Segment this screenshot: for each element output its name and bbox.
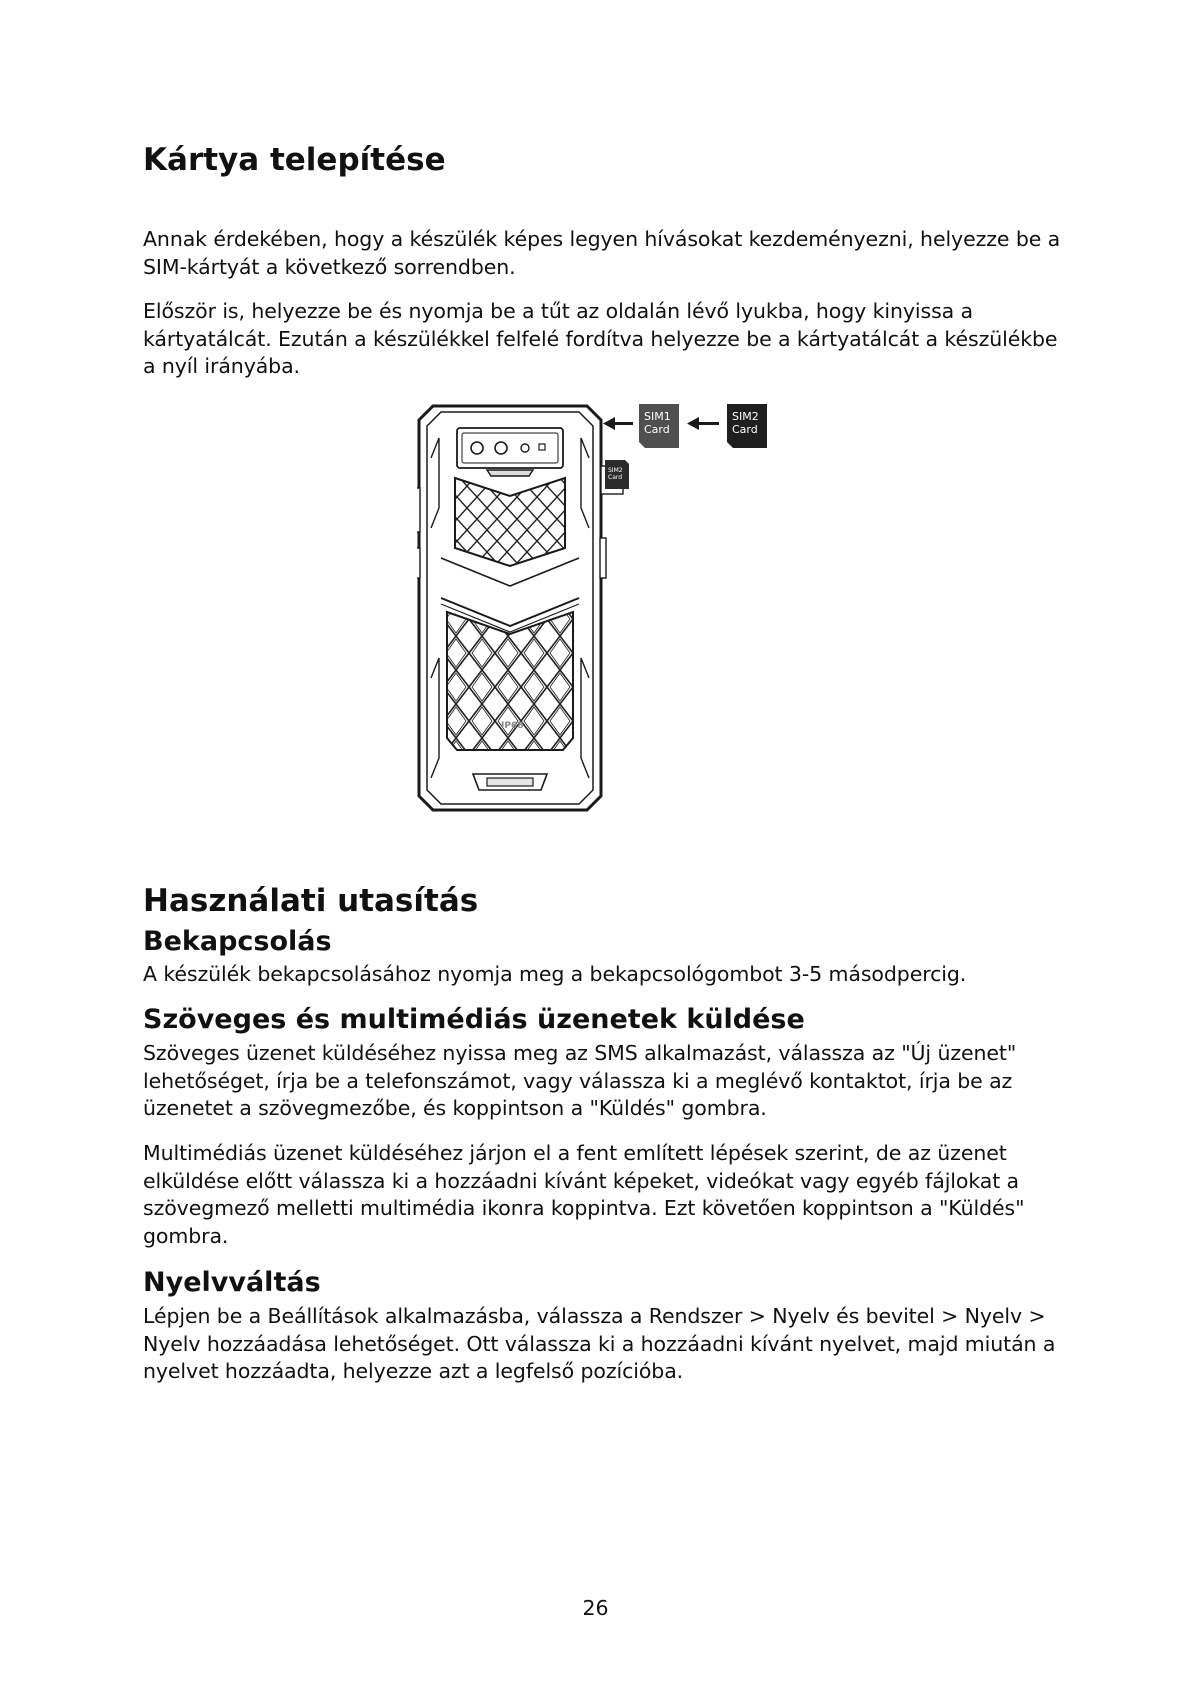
insert-arrow-1: [603, 417, 633, 430]
small-sim-label-2: Card: [608, 474, 623, 481]
language-text: Lépjen be a Beállítások alkalmazásba, válassza a Rendszer > Nyelv és bevitel > Nyelv > Nyelv hozzáadása lehetőséget. Ott válassza ki a hozzáadni kívánt nyelvet, majd miután a nyelvet hozzáadta, helyezze azt a legfelső pozícióba.: [143, 1304, 1056, 1383]
sim2-label-1: SIM2: [732, 410, 759, 423]
sim-install-illustration: [417, 398, 797, 818]
messaging-mms-text: Multimédiás üzenet küldéséhez járjon el a fent említett lépések szerint, de az üzenet elküldése előtt válassza ki a hozzáadni kívánt képeket, videókat vagy egyéb fájlokat a szövegmező melletti multimédia ikonra koppintva. Ezt követően koppintson a "Küldés" gombra.: [143, 1141, 1025, 1248]
page-number: 26: [582, 1596, 609, 1620]
language-heading: Nyelvváltás: [143, 1267, 321, 1298]
sim1-card: [639, 404, 679, 448]
insert-arrow-2: [687, 417, 719, 430]
small-sim-label-1: SIM2: [608, 467, 623, 474]
usage-title: Használati utasítás: [143, 883, 479, 919]
power-on-heading: Bekapcsolás: [143, 926, 332, 957]
steps-paragraph: Először is, helyezze be és nyomja be a tűt az oldalán lévő lyukba, hogy kinyissa a kártyatálcát. Ezután a készülékkel felfelé fordítva helyezze be a kártyatálcát a készülékbe a nyíl irányába.: [143, 299, 1058, 378]
intro-paragraph: Annak érdekében, hogy a készülék képes legyen hívásokat kezdeményezni, helyezze be a SIM-kártyát a következő sorrendben.: [143, 227, 1061, 279]
power-on-text: A készülék bekapcsolásához nyomja meg a bekapcsológombot 3-5 másodpercig.: [143, 962, 967, 986]
sim1-label-1: SIM1: [644, 410, 671, 423]
sim1-label-2: Card: [644, 423, 670, 436]
bottom-port: [473, 774, 547, 790]
sim-tray: [601, 460, 629, 494]
page-title: Kártya telepítése: [143, 142, 446, 178]
messaging-sms-text: Szöveges üzenet küldéséhez nyissa meg az SMS alkalmazást, válassza az "Új üzenet" lehetőséget, írja be a telefonszámot, vagy válassza ki a meglévő kontaktot, írja be az üzenetet a szövegmezőbe, és koppintson a "Küldés" gombra.: [143, 1041, 1017, 1120]
camera-module: [457, 428, 563, 476]
ip-rating-label: IP68: [501, 721, 524, 731]
messaging-heading: Szöveges és multimédiás üzenetek küldése: [143, 1004, 805, 1035]
upper-texture-panel: [455, 478, 565, 566]
sim2-label-2: Card: [732, 423, 758, 436]
sim2-card: [727, 404, 767, 448]
